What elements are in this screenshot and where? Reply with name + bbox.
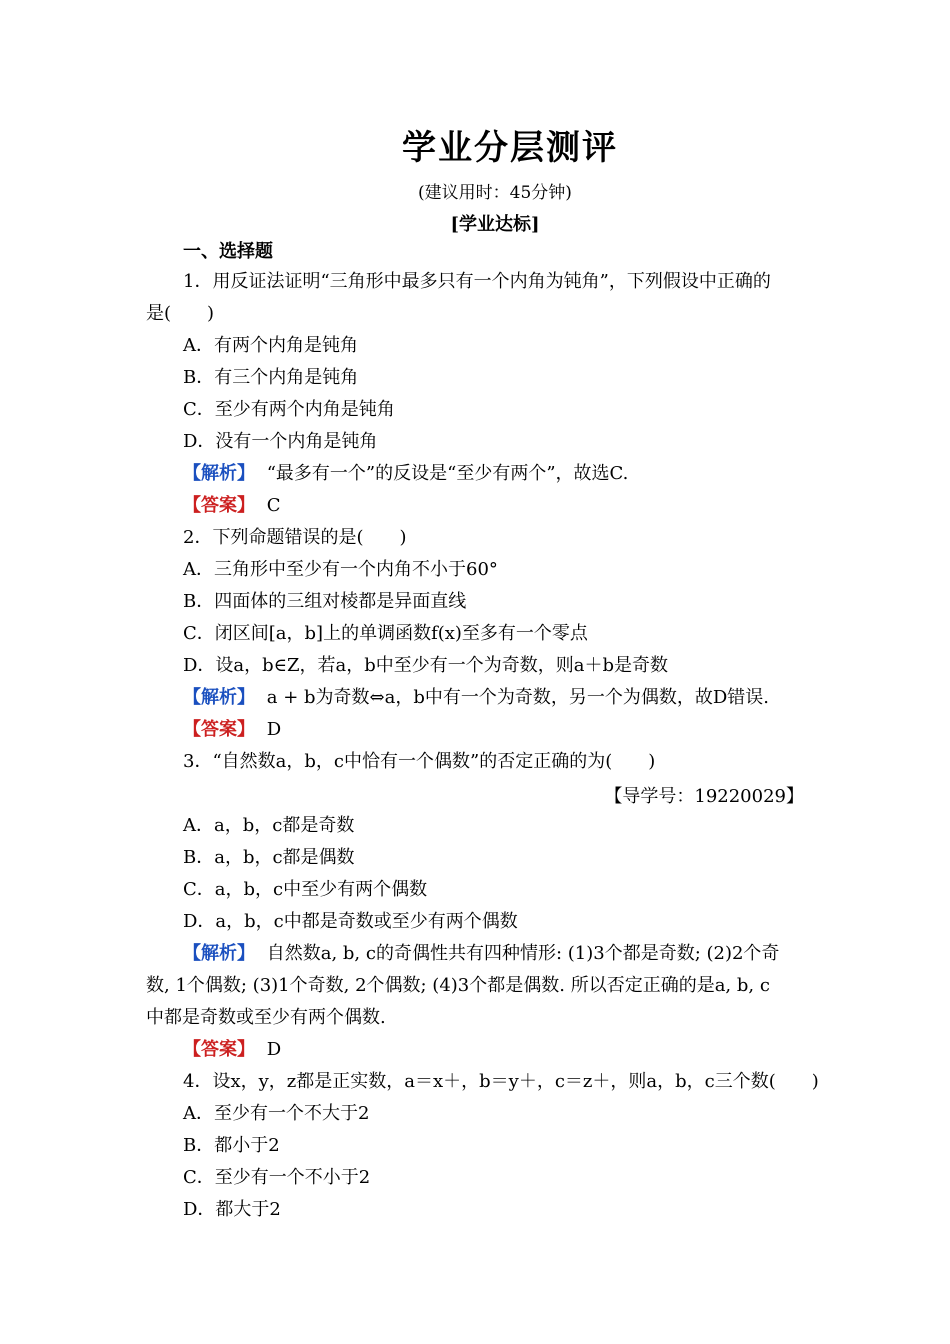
analysis-text: 自然数a, b, c的奇偶性共有四种情形: (1)3个都是奇数; (2)2个奇	[266, 943, 780, 964]
analysis-tag: 【解析】	[183, 687, 255, 708]
q1-stem-line2: 是( )	[146, 303, 215, 324]
q1-answer	[183, 494, 281, 518]
analysis-text: “最多有一个”的反设是“至少有两个”，故选C.	[266, 463, 629, 484]
q3-answer	[183, 1038, 281, 1062]
q2-option-a: A．三角形中至少有一个内角不小于60°	[183, 559, 498, 580]
q3-analysis-line1	[183, 942, 779, 966]
q4-option-d: D．都大于2	[183, 1199, 281, 1220]
analysis-text: a + b为奇数⇔a，b中有一个为奇数，另一个为偶数，故D错误.	[266, 687, 770, 708]
section-label: [学业达标]	[450, 214, 540, 235]
q4-stem: 4．设x，y，z都是正实数，a＝x＋，b＝y＋，c＝z＋，则a，b，c三个数( )	[183, 1071, 819, 1092]
q3-option-c: C．a，b，c中至少有两个偶数	[183, 879, 428, 900]
q2-stem: 2．下列命题错误的是( )	[183, 527, 407, 548]
q4-option-b: B．都小于2	[183, 1135, 280, 1156]
q2-analysis	[183, 686, 769, 710]
page-title: 学业分层测评	[402, 128, 618, 168]
q1-option-c: C．至少有两个内角是钝角	[183, 399, 395, 420]
q2-option-c: C．闭区间[a，b]上的单调函数f(x)至多有一个零点	[183, 623, 588, 644]
q4-option-c: C．至少有一个不小于2	[183, 1167, 371, 1188]
q3-analysis-line2: 数, 1个偶数; (3)1个奇数, 2个偶数; (4)3个都是偶数. 所以否定正确的是a, b, c	[146, 975, 770, 996]
q3-stem: 3．“自然数a，b，c中恰有一个偶数”的否定正确的为( )	[183, 751, 656, 772]
q3-option-d: D．a，b，c中都是奇数或至少有两个偶数	[183, 911, 518, 932]
q1-analysis	[183, 462, 628, 486]
q2-answer	[183, 718, 281, 742]
answer-text: D	[266, 1039, 282, 1060]
analysis-tag: 【解析】	[183, 943, 255, 964]
time-note: (建议用时：45分钟)	[418, 183, 572, 203]
q3-analysis-line3: 中都是奇数或至少有两个偶数.	[146, 1007, 386, 1028]
q2-option-d: D．设a，b∈Z，若a，b中至少有一个为奇数，则a＋b是奇数	[183, 655, 669, 676]
answer-text: D	[266, 719, 282, 740]
answer-tag: 【答案】	[183, 719, 255, 740]
q3-option-a: A．a，b，c都是奇数	[183, 815, 355, 836]
q1-option-d: D．没有一个内角是钝角	[183, 431, 378, 452]
analysis-tag: 【解析】	[183, 463, 255, 484]
q4-option-a: A．至少有一个不大于2	[183, 1103, 370, 1124]
part-heading: 一、选择题	[183, 241, 273, 262]
answer-text: C	[266, 495, 281, 516]
answer-tag: 【答案】	[183, 495, 255, 516]
q1-stem-line1: 1．用反证法证明“三角形中最多只有一个内角为钝角”，下列假设中正确的	[183, 271, 771, 292]
q3-guide-number: 【导学号：19220029】	[604, 786, 804, 807]
q1-option-a: A．有两个内角是钝角	[183, 335, 358, 356]
answer-tag: 【答案】	[183, 1039, 255, 1060]
q2-option-b: B．四面体的三组对棱都是异面直线	[183, 591, 467, 612]
q1-option-b: B．有三个内角是钝角	[183, 367, 359, 388]
q3-option-b: B．a，b，c都是偶数	[183, 847, 355, 868]
